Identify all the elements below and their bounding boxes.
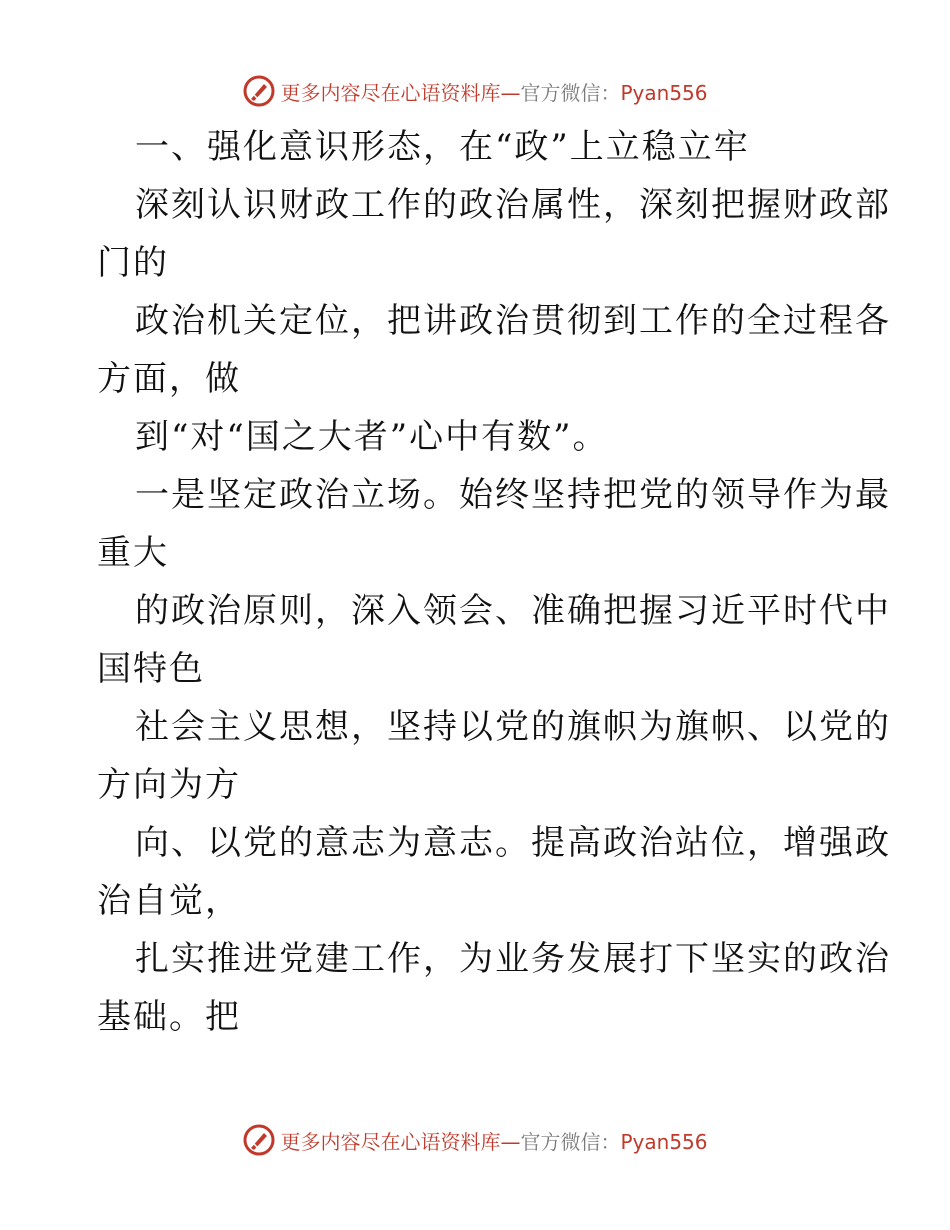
text-line: 的政治原则，深入领会、准确把握习近平时代中 <box>135 591 891 631</box>
text-line: 社会主义思想，坚持以党的旗帜为旗帜、以党的 <box>135 707 891 747</box>
header-banner-red: 更多内容尽在心语资料库— <box>280 80 521 105</box>
text-line: 国特色 <box>97 649 205 689</box>
text-line: 深刻认识财政工作的政治属性，深刻把握财政部 <box>135 185 891 225</box>
header-banner-id: Pyan556 <box>620 80 708 105</box>
text-line: 方向为方 <box>97 765 241 805</box>
footer-banner-id: Pyan556 <box>620 1129 708 1154</box>
text-line: 基础。把 <box>97 997 241 1037</box>
text-line: 到“对“国之大者”心中有数”。 <box>135 417 609 457</box>
pen-logo-icon <box>242 1123 276 1157</box>
section-heading: 一、强化意识形态，在“政”上立稳立牢 <box>135 127 750 167</box>
text-line: 政治机关定位，把讲政治贯彻到工作的全过程各 <box>135 301 891 341</box>
header-banner-gray: 官方微信： <box>520 80 621 105</box>
header-banner <box>0 71 950 111</box>
footer-banner <box>0 1120 950 1160</box>
document-body <box>97 118 891 1046</box>
text-line: 向、以党的意志为意志。提高政治站位，增强政 <box>135 823 891 863</box>
footer-banner-gray: 官方微信： <box>520 1129 621 1154</box>
pen-logo-icon <box>242 74 276 108</box>
text-line: 门的 <box>97 243 169 283</box>
text-line: 方面，做 <box>97 359 241 399</box>
footer-banner-red: 更多内容尽在心语资料库— <box>280 1129 521 1154</box>
text-line: 重大 <box>97 533 169 573</box>
footer-banner-text <box>280 1126 707 1155</box>
header-banner-text <box>280 77 707 106</box>
text-line: 一是坚定政治立场。始终坚持把党的领导作为最 <box>135 475 891 515</box>
text-line: 扎实推进党建工作，为业务发展打下坚实的政治 <box>135 939 891 979</box>
text-line: 治自觉， <box>97 881 241 921</box>
